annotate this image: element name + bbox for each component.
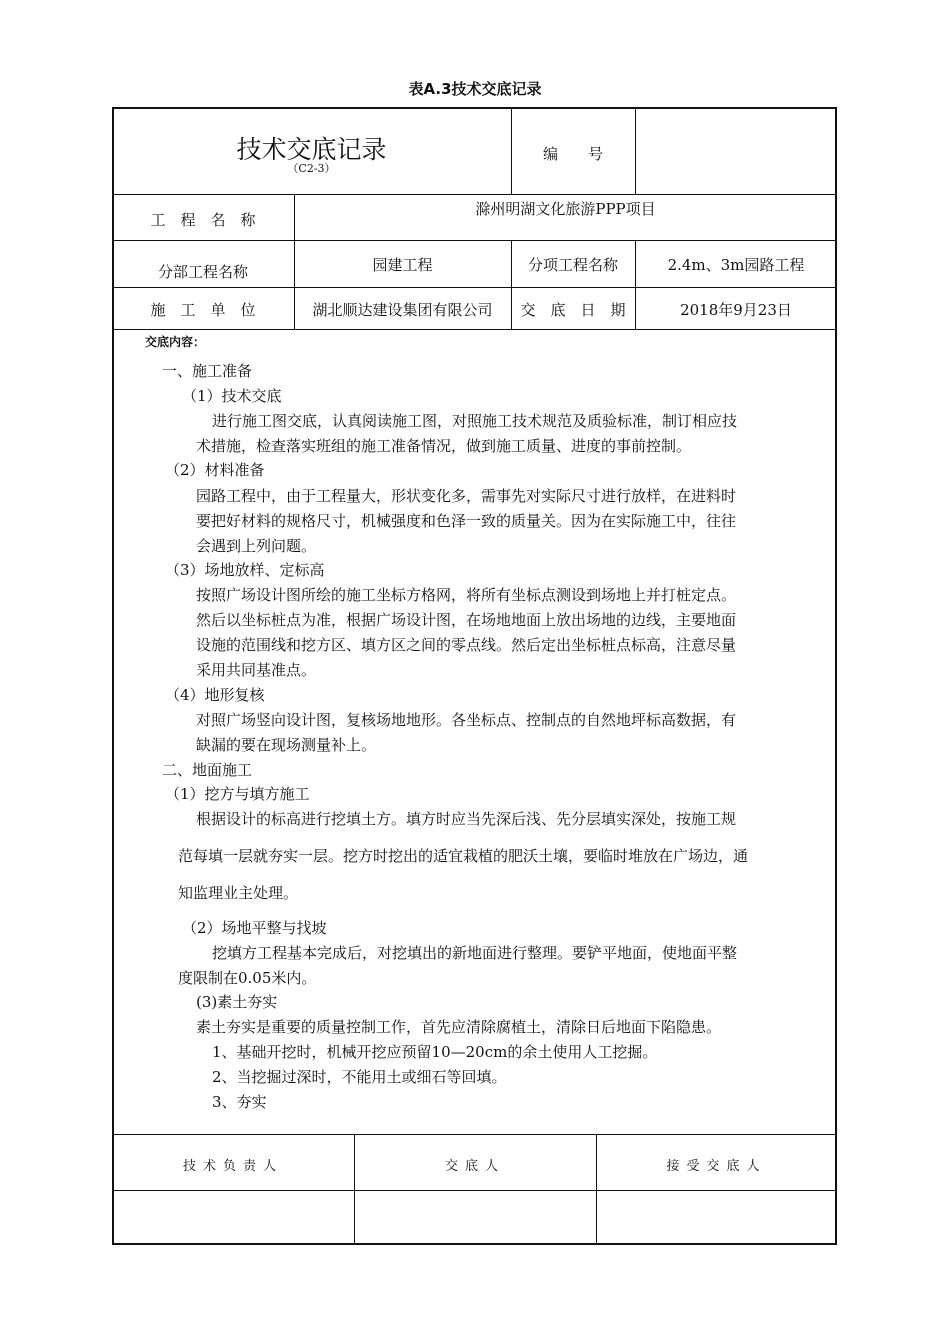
tech-lead-signature-field[interactable] [113, 1192, 353, 1244]
content-line: 挖填方工程基本完成后，对挖填出的新地面进行整理。要铲平地面，使地面平整 [212, 944, 738, 962]
content-line: （1）挖方与填方施工 [165, 785, 310, 803]
content-line: 采用共同基准点。 [196, 661, 317, 679]
content-label: 交底内容： [145, 335, 206, 349]
presenter-label: 交底人 [444, 1159, 505, 1174]
content-line: 二、地面施工 [162, 761, 253, 779]
content-line: （1）技术交底 [182, 387, 282, 405]
document-caption: 表A.3技术交底记录 [408, 80, 542, 98]
receiver-signature-field[interactable] [597, 1192, 835, 1244]
content-line: 设施的范围线和挖方区、填方区之间的零点线。然后定出坐标桩点标高，注意尽量 [196, 636, 737, 654]
content-line: （4）地形复核 [165, 686, 265, 704]
content-line: 3、夯实 [212, 1093, 267, 1111]
project-name-label: 工 程 名 称 [150, 211, 256, 229]
content-line: 素土夯实是重要的质量控制工作，首先应清除腐植土，清除日后地面下陷隐患。 [196, 1018, 722, 1036]
grid-line [112, 329, 837, 330]
content-line: （3）场地放样、定标高 [165, 561, 325, 579]
content-line: 一、施工准备 [162, 362, 253, 380]
content-line: 度限制在0.05米内。 [178, 969, 317, 987]
tech-lead-label: 技术负责人 [182, 1159, 283, 1174]
date-value: 2018年9月23日 [680, 301, 792, 319]
subitem-label: 分项工程名称 [527, 256, 618, 274]
date-label: 交 底 日 期 [520, 301, 626, 319]
content-line: 按照广场设计图所绘的施工坐标方格网，将所有坐标点测设到场地上并打桩定点。 [196, 586, 737, 604]
number-label: 编 号 [542, 145, 603, 163]
content-line: 范每填一层就夯实一层。挖方时挖出的适宜栽植的肥沃土壤，要临时堆放在广场边，通 [178, 847, 749, 865]
content-line: 然后以坐标桩点为准，根据广场设计图，在场地地面上放出场地的边线，主要地面 [196, 611, 737, 629]
content-line: （2）材料准备 [165, 461, 265, 479]
unit-label: 施 工 单 位 [150, 301, 256, 319]
content-line: 术措施，检查落实班组的施工准备情况，做到施工质量、进度的事前控制。 [196, 437, 692, 455]
content-line: 1、基础开挖时，机械开挖应预留10—20cm的余土使用人工挖掘。 [212, 1043, 658, 1061]
content-line: (3)素土夯实 [196, 993, 278, 1011]
content-line: （2）场地平整与找坡 [182, 919, 327, 937]
receiver-label: 接受交底人 [666, 1159, 767, 1174]
grid-line [112, 1134, 837, 1135]
content-line: 缺漏的要在现场测量补上。 [196, 736, 377, 754]
grid-line [112, 287, 837, 288]
form-title: 技术交底记录 [236, 135, 387, 164]
content-line: 园路工程中，由于工程量大，形状变化多，需事先对实际尺寸进行放样，在进料时 [196, 487, 737, 505]
content-line: 根据设计的标高进行挖填土方。填方时应当先深后浅、先分层填实深处，按施工规 [196, 810, 737, 828]
grid-line [112, 194, 837, 195]
division-value: 园建工程 [372, 256, 433, 274]
content-line: 要把好材料的规格尺寸，机械强度和色泽一致的质量关。因为在实际施工中，往往 [196, 512, 737, 530]
content-line: 会遇到上列问题。 [196, 537, 317, 555]
grid-line [112, 240, 837, 241]
content-line: 2、当挖掘过深时，不能用土或细石等回填。 [212, 1068, 507, 1086]
content-line: 对照广场竖向设计图，复核场地地形。各坐标点、控制点的自然地坪标高数据，有 [196, 711, 737, 729]
presenter-signature-field[interactable] [355, 1192, 595, 1244]
content-line: 知监理业主处理。 [178, 884, 299, 902]
content-line: 进行施工图交底，认真阅读施工图，对照施工技术规范及质验标准，制订相应技 [212, 412, 738, 430]
subitem-value: 2.4m、3m园路工程 [667, 256, 805, 274]
division-label: 分部工程名称 [157, 263, 248, 281]
grid-line [112, 1190, 837, 1191]
project-name-value: 滁州明湖文化旅游PPP项目 [475, 200, 656, 218]
unit-value: 湖北顺达建设集团有限公司 [312, 301, 493, 319]
form-code: （C2-3） [287, 162, 336, 175]
grid-line [635, 107, 636, 195]
